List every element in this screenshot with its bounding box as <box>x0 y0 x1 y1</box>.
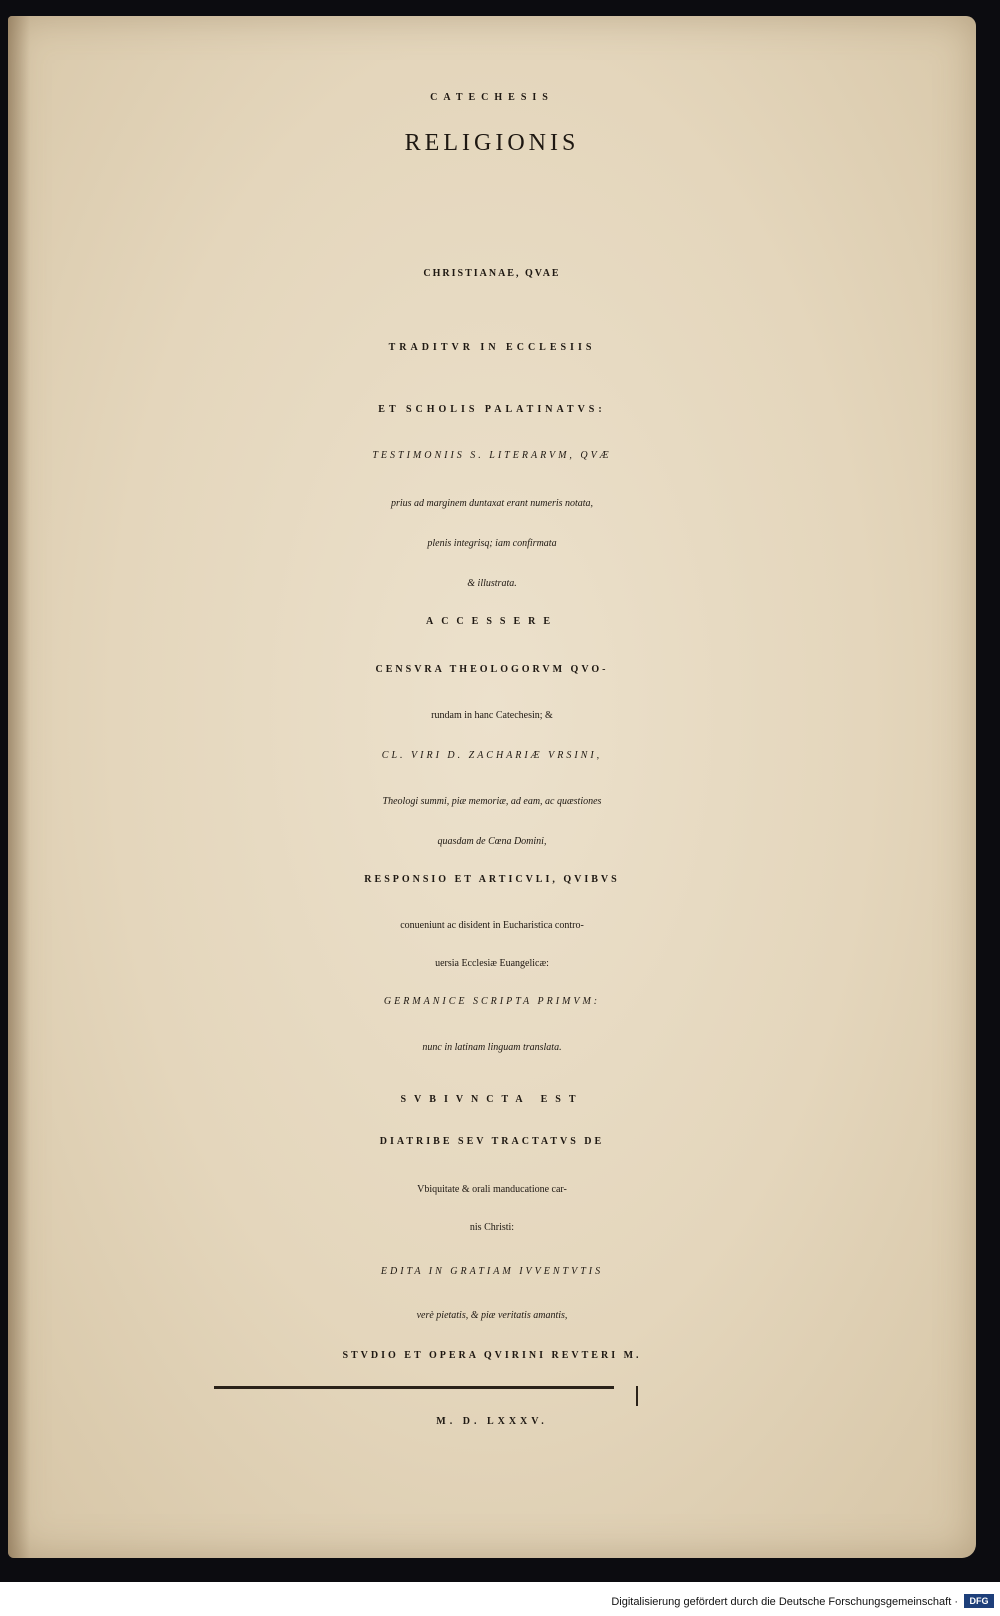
line-vbiquitate: Vbiquitate & orali manducatione car- <box>417 1184 567 1195</box>
line-edita: EDITA IN GRATIAM IVVENTVTIS <box>380 1266 604 1277</box>
line-cl-viri: CL. VIRI D. ZACHARIÆ VRSINI, <box>381 750 603 761</box>
horizontal-rule <box>214 1386 614 1389</box>
line-religionis: RELIGIONIS <box>404 130 580 156</box>
line-et-scholis: ET SCHOLIS PALATINATVS: <box>378 404 606 415</box>
line-illustrata: & illustrata. <box>467 578 517 589</box>
line-quasdam: quasdam de Cœna Domini, <box>437 836 547 847</box>
line-plenis: plenis integrisq; iam confirmata <box>427 538 557 549</box>
line-rundam: rundam in hanc Catechesin; & <box>431 710 553 721</box>
line-subiuncta: SVBIVNCTA EST <box>400 1094 584 1105</box>
line-responsio: RESPONSIO ET ARTICVLI, QVIBVS <box>364 874 620 885</box>
footer-credit: Digitalisierung gefördert durch die Deutsche Forschungsgemeinschaft · <box>611 1596 958 1608</box>
line-uersia: uersia Ecclesiæ Euangelicæ: <box>435 958 549 969</box>
dfg-logo-icon: DFG <box>964 1594 994 1608</box>
line-nis-christi: nis Christi: <box>469 1222 515 1233</box>
line-nunc: nunc in latinam linguam translata. <box>422 1042 562 1053</box>
title-page <box>8 16 976 1558</box>
line-catechesis: CATECHESIS <box>430 92 554 103</box>
line-date: M. D. LXXXV. <box>436 1416 548 1427</box>
line-conueniunt: conueniunt ac disident in Eucharistica contro- <box>400 920 584 931</box>
line-christianae: CHRISTIANAE, QVAE <box>423 268 561 279</box>
line-censura: CENSVRA THEOLOGORVM QVO- <box>375 664 609 675</box>
rule-tick-mark <box>636 1386 638 1406</box>
line-theologi: Theologi summi, piæ memoriæ, ad eam, ac quæstiones <box>382 796 602 807</box>
line-studio: STVDIO ET OPERA QVIRINI REVTERI M. <box>342 1350 642 1361</box>
footer-bar <box>0 1582 1000 1616</box>
line-prius: prius ad marginem duntaxat erant numeris notata, <box>390 498 594 509</box>
line-accessere: ACCESSERE <box>425 616 559 627</box>
line-testimoniis: TESTIMONIIS S. LITERARVM, QVÆ <box>372 450 612 461</box>
page-spine-shadow <box>8 16 30 1558</box>
line-diatribe: DIATRIBE SEV TRACTATVS DE <box>379 1136 605 1147</box>
line-vere: verè pietatis, & piæ veritatis amantis, <box>416 1310 568 1321</box>
line-traditur: TRADITVR IN ECCLESIIS <box>388 342 596 353</box>
line-germanice: GERMANICE SCRIPTA PRIMVM: <box>383 996 601 1007</box>
